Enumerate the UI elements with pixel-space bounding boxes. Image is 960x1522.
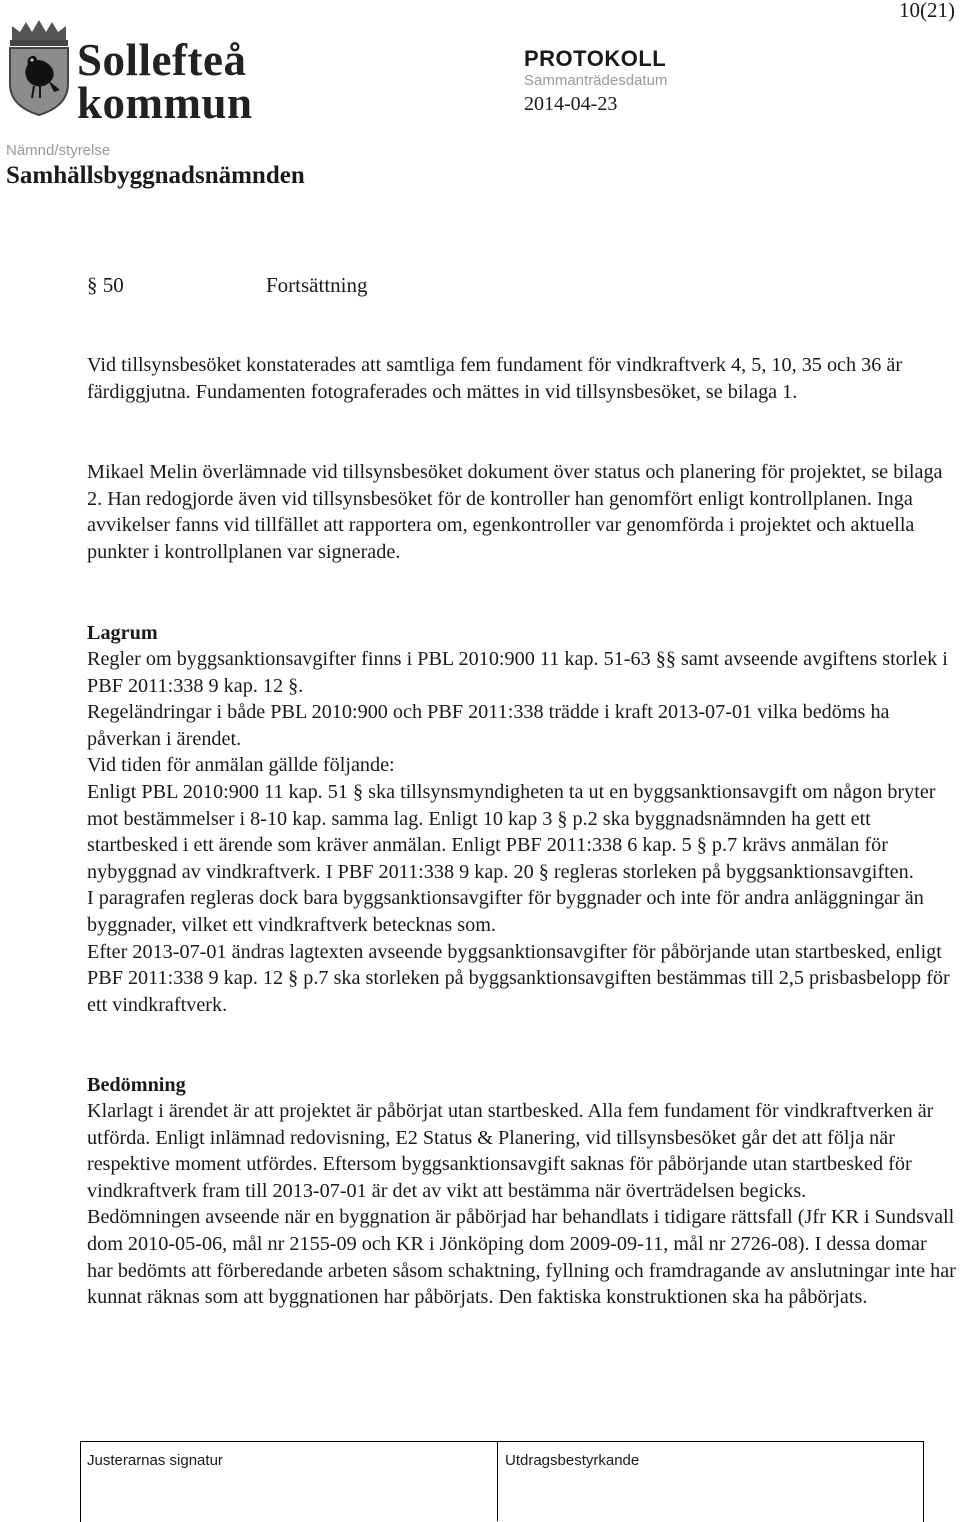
lagrum-line: Regeländringar i både PBL 2010:900 och PBF 2011:338 trädde i kraft 2013-07-01 vilka bedöms ha påverkan i ärendet. — [87, 701, 890, 750]
paragraph-documents: Mikael Melin överlämnade vid tillsynsbesöket dokument över status och planering för projektet, se bilaga 2. Han redogjorde även vid tillsynsbesöket för de kontroller han genomfört enligt kontrollplanen. Inga avvikelser fanns vid tillfället att rapportera om, egenkontroller var genomförda i projektet och aktuella punkter i kontrollplanen var signerade. — [87, 461, 943, 563]
coat-of-arms-bird-icon — [4, 20, 74, 116]
heading-lagrum: Lagrum — [87, 622, 158, 644]
paragraph-inspection: Vid tillsynsbesöket konstaterades att samtliga fem fundament för vindkraftverk 4, 5, 10, 35 och 36 är färdiggjutna. Fundamenten fotograferades och mättes in vid tillsynsbesöket, se bilaga 1. — [87, 354, 903, 403]
document-type: PROTOKOLL — [524, 46, 667, 71]
lagrum-line: Regler om byggsanktionsavgifter finns i PBL 2010:900 11 kap. 51-63 §§ samt avseende avgiftens storlek i PBF 2011:338 9 kap. 12 §. — [87, 648, 948, 697]
signature-label: Justerarnas signatur — [87, 1452, 223, 1469]
bedomning-line: Klarlagt i ärendet är att projektet är påbörjat utan startbesked. Alla fem fundament för vindkraftverken är utförda. Enligt inlämnad redovisning, E2 Status & Planering, vid tillsynsbesöket går det att följa när respektive moment utfördes. Eftersom byggsanktionsavgift saknas för påbörjande utan startbesked för vindkraftverk fram till 2013-07-01 är det av vikt att bestämma när överträdelsen begicks. — [87, 1100, 934, 1202]
lagrum-line: Vid tiden för anmälan gällde följande: — [87, 754, 395, 777]
lagrum-line: I paragrafen regleras dock bara byggsanktionsavgifter för byggnader och inte för andra anläggningar än byggnader, vilket ett vindkraftverk betecknas som. — [87, 887, 924, 936]
certification-label: Utdragsbestyrkande — [505, 1452, 640, 1469]
lagrum-line: Efter 2013-07-01 ändras lagtexten avseende byggsanktionsavgifter för påbörjande utan startbesked, enligt PBF 2011:338 9 kap. 12 § p.7 ska storleken på byggsanktionsavgiften bestämmas till 2,5 prisbasbelopp för ett vindkraftverk. — [87, 940, 950, 1016]
heading-bedomning: Bedömning — [87, 1074, 186, 1096]
section-title: Fortsättning — [266, 273, 368, 297]
bedomning-block — [87, 1098, 957, 1311]
board-label: Nämnd/styrelse — [6, 142, 111, 159]
lagrum-line: Enligt PBL 2010:900 11 kap. 51 § ska tillsynsmyndigheten ta ut en byggsanktionsavgift om någon bryter mot bestämmelser i 8-10 kap. samma lag. Enligt 10 kap 3 § p.2 ska byggnadsnämnden ha gett ett startbesked i ett ärende som kräver anmälan. Enligt PBF 2011:338 6 kap. 5 § p.7 krävs anmälan för nybyggnad av vindkraftverk. I PBF 2011:338 9 kap. 20 § regleras storleken på byggsanktionsavgiften. — [87, 780, 936, 883]
lagrum-block — [87, 646, 957, 1018]
board-name: Samhällsbyggnadsnämnden — [6, 162, 305, 189]
bedomning-line: Bedömningen avseende när en byggnation är påbörjad har behandlats i tidigare rättsfall (Jfr KR i Sundsvall dom 2010-05-06, mål nr 2155-09 och KR i Jönköping dom 2009-09-11, mål nr 2726-08). I dessa domar har bedömts att förberedande arbeten såsom schaktning, fyllning och framdragande av anslutningar inte har kunnat räknas som att byggnationen har påbörjats. Den faktiska konstruktionen ska ha påbörjats. — [87, 1206, 956, 1309]
meeting-date: 2014-04-23 — [524, 93, 618, 115]
signature-divider — [497, 1441, 498, 1521]
date-label: Sammanträdesdatum — [524, 72, 668, 89]
page-number: 10(21) — [899, 0, 955, 22]
section-number: § 50 — [87, 273, 124, 297]
logo-text-line2: kommun — [77, 78, 253, 128]
logo-text-line1: Sollefteå — [77, 35, 247, 85]
